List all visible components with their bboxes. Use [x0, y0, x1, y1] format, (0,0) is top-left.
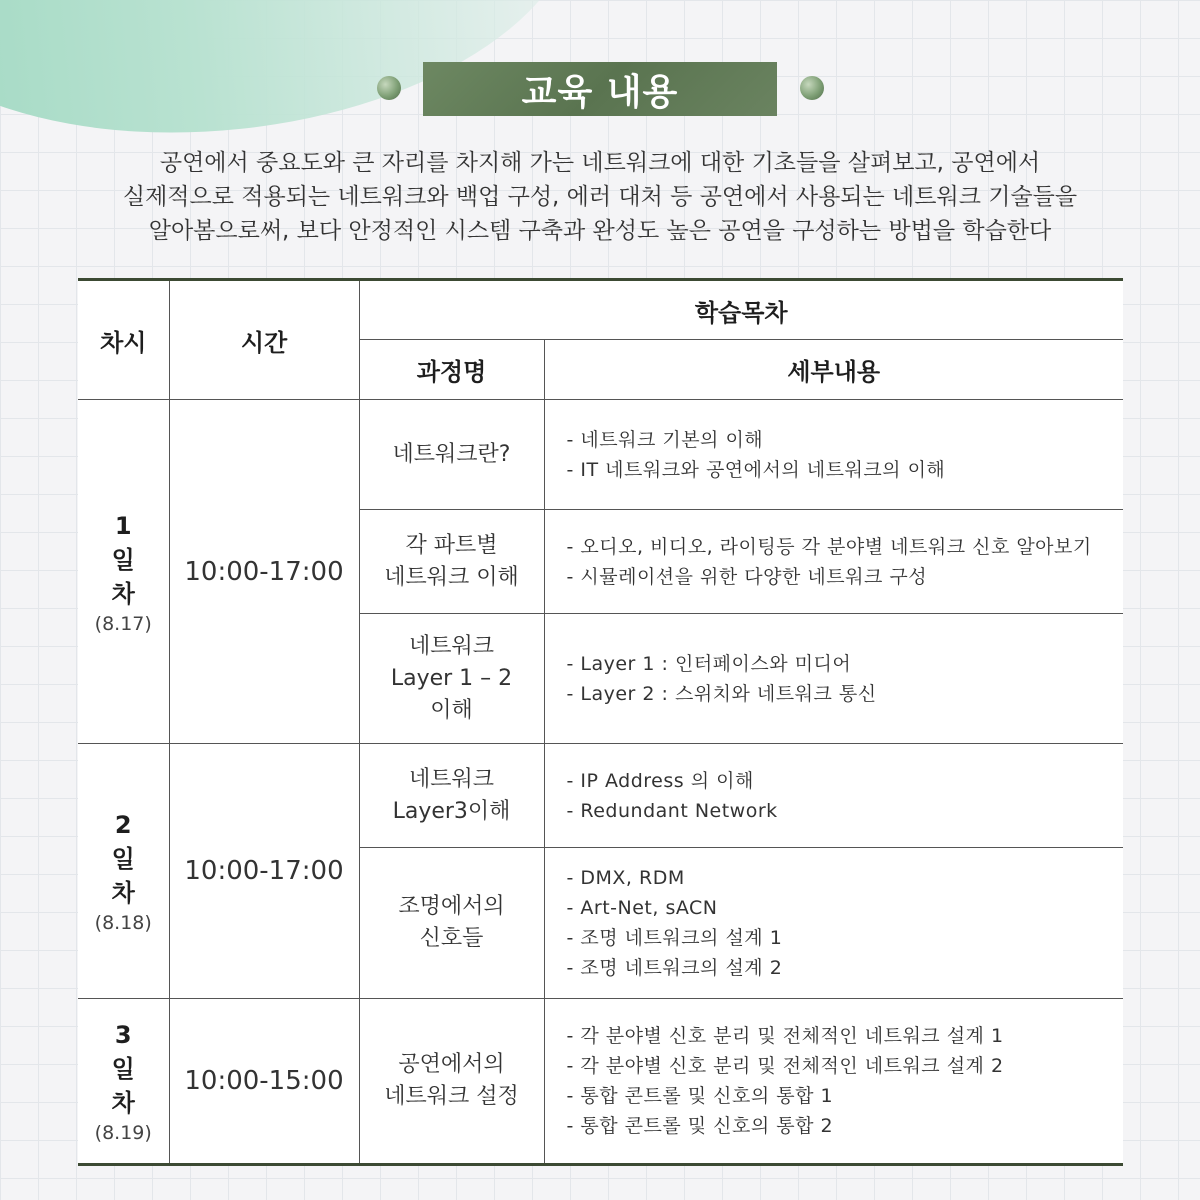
detail-item: - IP Address 의 이해: [566, 769, 754, 792]
detail-item: - 네트워크 기본의 이해: [566, 428, 764, 451]
detail-item: - 시뮬레이션을 위한 다양한 네트워크 구성: [566, 565, 928, 588]
detail-item: - DMX, RDM: [566, 867, 685, 889]
course-name: 공연에서의 네트워크 설정: [359, 999, 544, 1165]
day-cell: [78, 744, 169, 999]
title-banner: [423, 62, 777, 116]
intro-line: 공연에서 중요도와 큰 자리를 차지해 가는 네트워크에 대한 기초들을 살펴보고, 공연에서: [159, 150, 1041, 176]
course-name: 네트워크 Layer 1 – 2 이해: [359, 614, 544, 744]
time-cell: 10:00-15:00: [169, 999, 359, 1165]
course-details: [544, 999, 1123, 1165]
header-detail: 세부내용: [544, 340, 1123, 400]
detail-item: - IT 네트워크와 공연에서의 네트워크의 이해: [566, 458, 946, 481]
detail-item: - Redundant Network: [566, 799, 778, 822]
course-details: [544, 400, 1123, 510]
course-name: 각 파트별 네트워크 이해: [359, 510, 544, 614]
course-details: [544, 510, 1123, 614]
bullet-dot-icon: [377, 76, 401, 100]
detail-item: - 조명 네트워크의 설계 2: [566, 957, 783, 979]
detail-item: - Art-Net, sACN: [566, 897, 718, 919]
detail-item: - Layer 2 : 스위치와 네트워크 통신: [566, 682, 877, 705]
detail-item: - 통합 콘트롤 및 신호의 통합 1: [566, 1085, 834, 1107]
course-name: 네트워크란?: [359, 400, 544, 510]
page-title: 교육 내용: [521, 71, 679, 113]
day-cell: [78, 400, 169, 744]
course-name: 네트워크 Layer3이해: [359, 744, 544, 848]
day-number: 3: [114, 1021, 132, 1049]
day-number: 2: [114, 811, 132, 839]
day-il: 일: [111, 545, 135, 574]
header-time: 시간: [169, 280, 359, 400]
course-details: [544, 848, 1123, 999]
detail-item: - 오디오, 비디오, 라이팅등 각 분야별 네트워크 신호 알아보기: [566, 535, 1092, 558]
detail-item: - 각 분야별 신호 분리 및 전체적인 네트워크 설계 1: [566, 1025, 1004, 1047]
header-session: 차시: [78, 280, 169, 400]
section-header: [0, 60, 1200, 116]
intro-paragraph: [60, 146, 1140, 248]
day-il: 일: [111, 1055, 135, 1083]
course-name: 조명에서의 신호들: [359, 848, 544, 999]
day-cha: 차: [111, 579, 135, 608]
time-cell: 10:00-17:00: [169, 744, 359, 999]
day-il: 일: [111, 845, 135, 873]
detail-item: - 조명 네트워크의 설계 1: [566, 927, 783, 949]
day-number: 1: [114, 511, 132, 540]
intro-line: 알아봄으로써, 보다 안정적인 시스템 구축과 완성도 높은 공연을 구성하는 방법을 학습한다: [148, 218, 1052, 244]
header-row: [78, 280, 1123, 340]
time-cell: 10:00-17:00: [169, 400, 359, 744]
day-cell: [78, 999, 169, 1165]
bullet-dot-icon: [800, 76, 824, 100]
day-cha: 차: [111, 1089, 135, 1117]
day-date: (8.19): [94, 1122, 152, 1144]
day-cha: 차: [111, 879, 135, 907]
table-row: [78, 999, 1123, 1165]
detail-item: - 통합 콘트롤 및 신호의 통합 2: [566, 1115, 834, 1137]
table-row: [78, 400, 1123, 510]
header-curriculum: 학습목차: [359, 280, 1123, 340]
table-row: [78, 744, 1123, 848]
course-details: [544, 614, 1123, 744]
day-date: (8.18): [94, 912, 152, 934]
day-date: (8.17): [94, 612, 152, 635]
schedule-table: [78, 278, 1123, 1166]
course-details: [544, 744, 1123, 848]
header-course: 과정명: [359, 340, 544, 400]
detail-item: - Layer 1 : 인터페이스와 미디어: [566, 652, 852, 675]
detail-item: - 각 분야별 신호 분리 및 전체적인 네트워크 설계 2: [566, 1055, 1004, 1077]
intro-line: 실제적으로 적용되는 네트워크와 백업 구성, 에러 대처 등 공연에서 사용되는 네트워크 기술들을: [122, 184, 1078, 210]
